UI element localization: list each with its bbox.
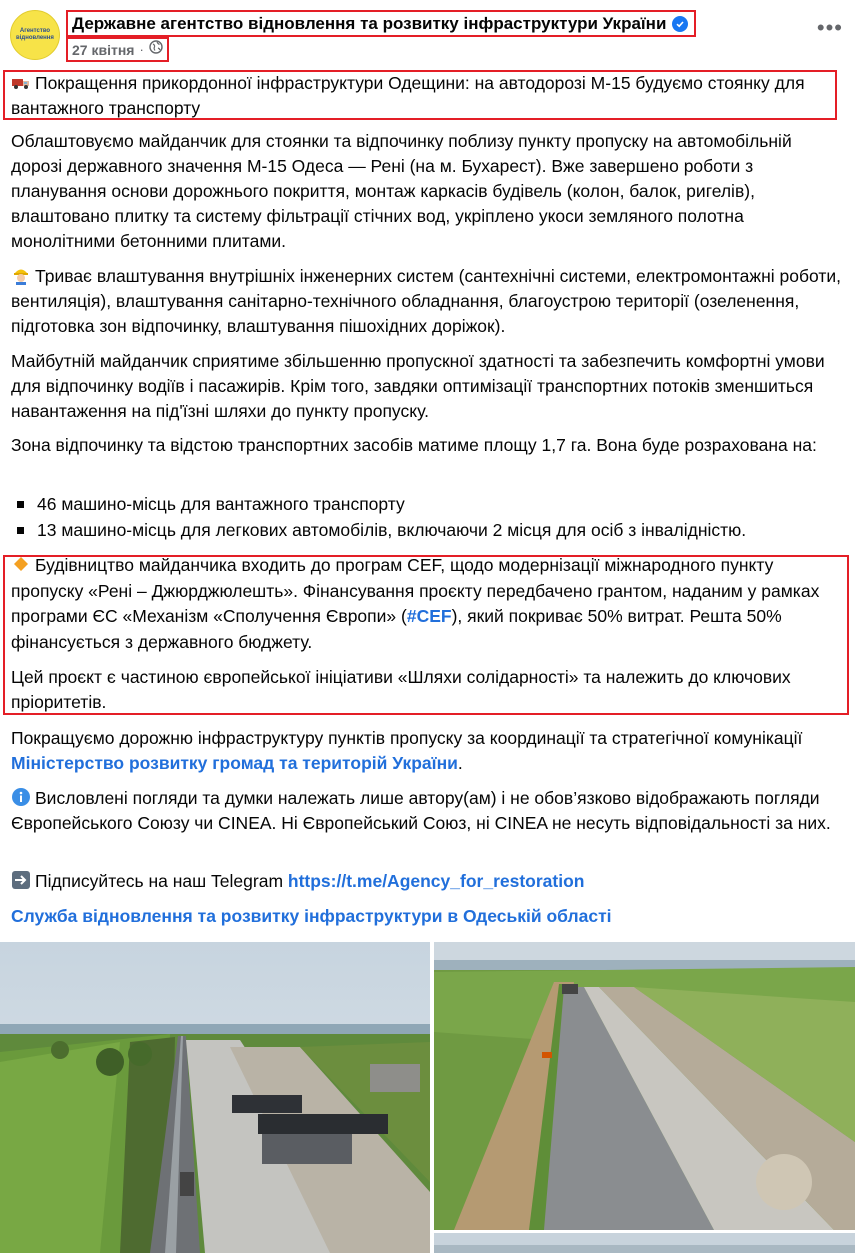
- paragraph-1-text: Облаштовуємо майданчик для стоянки та відпочинку поблизу пункту пропуску на автомобільній дорозі державного значення М-15 Одеса — Рені (на м. Бухарест). Вже завершено роботи з планування основи дорожнього покриття, монтаж каркасів будівель (колон, балок, ригелів), влаштовано плитку та систему фільтрації стічних вод, укріплено укоси земляного полотна монолітними бетонними плитами.: [11, 131, 792, 251]
- paragraph-8-text: Висловлені погляди та думки належать лише автору(ам) і не обов’язково відображають погляди Європейського Союзу чи CINEA. Ні Європейський Союз, ні CINEA не несуть відповідальності за них.: [11, 788, 831, 833]
- date-highlight: [66, 37, 169, 62]
- page-name-link[interactable]: Державне агентство відновлення та розвитку інфраструктури України: [72, 13, 667, 33]
- paragraph-3-text: Майбутній майданчик сприятиме збільшенню пропускної здатності та забезпечить комфортні умови для відпочинку водіїв і пасажирів. Крім того, завдяки оптимізації транспортних потоків зменшиться навантаження на під'їзні шляхи до пункту пропуску.: [11, 351, 825, 421]
- paragraph-7-text-a: Покращуємо дорожню інфраструктуру пунктів пропуску за координації та стратегічної комунікації: [11, 728, 803, 748]
- more-options-button[interactable]: •••: [816, 15, 843, 40]
- avatar-text-line1: Агентство: [19, 28, 51, 34]
- odesa-service-link[interactable]: Служба відновлення та розвитку інфраструктури в Одеській області: [11, 906, 612, 926]
- paragraph-5-text-b: ), який покриває 50% витрат. Решта 50% фінансується з державного бюджету.: [11, 606, 782, 652]
- paragraph-5: [0, 553, 855, 655]
- orange-diamond-icon: [11, 554, 31, 574]
- paragraph-4-text: Зона відпочинку та відстою транспортних засобів матиме площу 1,7 га. Вона буде розрахована на:: [11, 435, 817, 455]
- photo-2[interactable]: [434, 942, 855, 1230]
- paragraph-6: [0, 665, 855, 715]
- bullet-square-icon: [17, 527, 24, 534]
- paragraph-9-text: Підписуйтесь на наш Telegram: [35, 871, 288, 891]
- page-name-highlight: [66, 10, 696, 37]
- paragraph-1: [0, 129, 855, 254]
- page-avatar[interactable]: [10, 10, 60, 60]
- date-separator: ·: [139, 42, 144, 57]
- paragraph-4: [0, 433, 855, 458]
- paragraph-3: [0, 349, 855, 424]
- paragraph-9: [0, 869, 855, 894]
- list-item: [0, 518, 855, 543]
- paragraph-2-text: Триває влаштування внутрішніх інженерних систем (сантехнічні системи, електромонтажні роботи, вентиляція), влаштування санітарно-технічного обладнання, благоустрою території (озеленення, підготовка зон відпочинку, влаштування пішохідних доріжок).: [11, 266, 841, 336]
- paragraph-10: [0, 904, 855, 929]
- post-header: [0, 0, 855, 66]
- truck-icon: [11, 72, 31, 92]
- right-arrow-icon: [11, 870, 31, 890]
- photo-1[interactable]: [0, 942, 430, 1253]
- avatar-text-line2: відновлення: [16, 35, 54, 41]
- bullet-text: 13 машино-місць для легкових автомобілів, включаючи 2 місця для осіб з інвалідністю.: [37, 520, 747, 540]
- bullet-list: [0, 492, 855, 543]
- paragraph-6-text: Цей проєкт є частиною європейської ініціативи «Шляхи солідарності» та належить до ключових пріоритетів.: [11, 667, 791, 712]
- paragraph-7: [0, 726, 855, 776]
- post-title-text: Покращення прикордонної інфраструктури Одещини: на автодорозі М-15 будуємо стоянку для вантажного транспорту: [11, 73, 805, 118]
- post-title: [0, 71, 855, 121]
- telegram-link[interactable]: https://t.me/Agency_for_restoration: [287, 871, 585, 891]
- photo-3[interactable]: [434, 1233, 855, 1253]
- cef-hashtag-link[interactable]: #CEF: [406, 606, 452, 626]
- globe-icon[interactable]: [149, 40, 163, 59]
- bullet-square-icon: [17, 501, 24, 508]
- bullet-text: 46 машино-місць для вантажного транспорту: [37, 494, 405, 514]
- paragraph-7-text-b: .: [457, 753, 463, 773]
- construction-worker-icon: [11, 265, 31, 285]
- post-date-link[interactable]: 27 квітня: [72, 41, 135, 58]
- info-icon: [11, 787, 31, 807]
- paragraph-5-text-a: Будівництво майданчика входить до програм CEF, щодо модернізації міжнародного пункту пропуску «Рені – Джюрджюлешть». Фінансування проєкту передбачено грантом, наданим у рамках програми ЄС «Механізм «Сполучення Європи» (: [11, 555, 820, 626]
- photo-grid: [0, 942, 855, 1253]
- list-item: [0, 492, 855, 517]
- verified-badge-icon: [672, 16, 688, 32]
- paragraph-8: [0, 786, 855, 836]
- paragraph-2: [0, 264, 855, 339]
- ministry-link[interactable]: Міністерство розвитку громад та територій України: [11, 753, 458, 773]
